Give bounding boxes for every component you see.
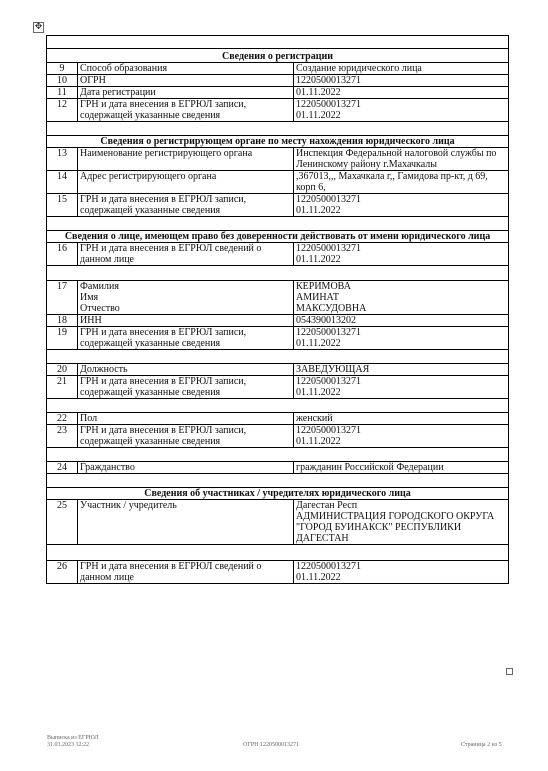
founder-name-value: АДМИНИСТРАЦИЯ ГОРОДСКОГО ОКРУГА "ГОРОД БУИНАКСК" РЕСПУБЛИКИ ДАГЕСТАН bbox=[296, 511, 495, 544]
row-value bbox=[294, 243, 509, 266]
row-label: Пол bbox=[78, 413, 294, 425]
date-value: 01.11.2022 bbox=[296, 254, 341, 265]
table-row bbox=[47, 99, 509, 122]
table-row bbox=[47, 364, 509, 376]
blank-row bbox=[47, 545, 509, 561]
table-row bbox=[47, 425, 509, 448]
row-label: ГРН и дата внесения в ЕГРЮЛ записи, содержащей указанные сведения bbox=[78, 425, 294, 448]
date-value: 01.11.2022 bbox=[296, 387, 341, 398]
section-title: Сведения о лице, имеющем право без доверенности действовать от имени юридического лица bbox=[47, 231, 509, 243]
row-label: ГРН и дата внесения в ЕГРЮЛ записи, содержащей указанные сведения bbox=[78, 194, 294, 217]
grn-value: 1220500013271 bbox=[296, 425, 361, 436]
footer-ogrn: ОГРН 1220500013271 bbox=[243, 742, 299, 748]
section-header-participants bbox=[47, 488, 509, 500]
table-row bbox=[47, 148, 509, 171]
row-value: Создание юридического лица bbox=[294, 63, 509, 75]
row-number: 11 bbox=[47, 87, 78, 99]
blank-row bbox=[47, 266, 509, 281]
table-row bbox=[47, 376, 509, 399]
row-label: Должность bbox=[78, 364, 294, 376]
section-title: Сведения о регистрирующем органе по месту нахождения юридического лица bbox=[47, 136, 509, 148]
row-value bbox=[294, 376, 509, 399]
row-value: ,367013,,, Махачкала г,, Гамидова пр-кт, д 69, корп 6, bbox=[294, 171, 509, 194]
row-value: женский bbox=[294, 413, 509, 425]
grn-value: 1220500013271 bbox=[296, 194, 361, 205]
row-number: 23 bbox=[47, 425, 78, 448]
row-number: 19 bbox=[47, 327, 78, 350]
date-value: 01.11.2022 bbox=[296, 572, 341, 583]
section-header-registering-authority bbox=[47, 136, 509, 148]
row-number: 25 bbox=[47, 500, 78, 545]
patronymic-label: Отчество bbox=[80, 303, 120, 314]
surname-label: Фамилия bbox=[80, 281, 119, 292]
row-label: ГРН и дата внесения в ЕГРЮЛ записи, содержащей указанные сведения bbox=[78, 327, 294, 350]
row-label: Адрес регистрирующего органа bbox=[78, 171, 294, 194]
row-number: 21 bbox=[47, 376, 78, 399]
region-value: Дагестан Респ bbox=[296, 500, 358, 511]
row-value bbox=[294, 561, 509, 584]
row-number: 18 bbox=[47, 315, 78, 327]
row-value bbox=[294, 500, 509, 545]
date-value: 01.11.2022 bbox=[296, 205, 341, 216]
table-row bbox=[47, 462, 509, 474]
date-value: 01.11.2022 bbox=[296, 110, 341, 121]
row-label: Участник / учредитель bbox=[78, 500, 294, 545]
table-row bbox=[47, 500, 509, 545]
section-header-authorized-person bbox=[47, 231, 509, 243]
blank-row bbox=[47, 350, 509, 364]
row-value: 054390013202 bbox=[294, 315, 509, 327]
row-number: 20 bbox=[47, 364, 78, 376]
row-number: 24 bbox=[47, 462, 78, 474]
section-title: Сведения об участниках / учредителях юридического лица bbox=[47, 488, 509, 500]
grn-value: 1220500013271 bbox=[296, 243, 361, 254]
surname-value: КЕРИМОВА bbox=[296, 281, 351, 292]
row-number: 16 bbox=[47, 243, 78, 266]
row-number: 17 bbox=[47, 281, 78, 315]
blank-row bbox=[47, 217, 509, 231]
row-number: 10 bbox=[47, 75, 78, 87]
row-number: 9 bbox=[47, 63, 78, 75]
row-label: ОГРН bbox=[78, 75, 294, 87]
table-row bbox=[47, 75, 509, 87]
row-label: ГРН и дата внесения в ЕГРЮЛ записи, содержащей указанные сведения bbox=[78, 376, 294, 399]
table-resize-handle-icon[interactable] bbox=[506, 668, 513, 675]
grn-value: 1220500013271 bbox=[296, 561, 361, 572]
row-number: 14 bbox=[47, 171, 78, 194]
table-move-handle-icon[interactable]: ✥ bbox=[34, 22, 43, 32]
row-value: Инспекция Федеральной налоговой службы по Ленинскому району г.Махачкалы bbox=[294, 148, 509, 171]
row-label: Гражданство bbox=[78, 462, 294, 474]
row-value: 1220500013271 bbox=[294, 75, 509, 87]
row-value: ЗАВЕДУЮЩАЯ bbox=[294, 364, 509, 376]
blank-row bbox=[47, 448, 509, 462]
row-label: ИНН bbox=[78, 315, 294, 327]
section-header-registration bbox=[47, 49, 509, 63]
date-value: 01.11.2022 bbox=[296, 436, 341, 447]
row-label: ГРН и дата внесения в ЕГРЮЛ сведений о данном лице bbox=[78, 243, 294, 266]
footer-page-number: Страница 2 из 5 bbox=[461, 742, 502, 748]
table-row bbox=[47, 315, 509, 327]
row-number: 26 bbox=[47, 561, 78, 584]
table-row bbox=[47, 561, 509, 584]
patronymic-value: МАКСУДОВНА bbox=[296, 303, 367, 314]
table-row bbox=[47, 171, 509, 194]
footer-doc-title: Выписка из ЕГРЮЛ bbox=[47, 735, 99, 741]
row-label: ГРН и дата внесения в ЕГРЮЛ записи, содержащей указанные сведения bbox=[78, 99, 294, 122]
row-value: гражданин Российской Федерации bbox=[294, 462, 509, 474]
date-value: 01.11.2022 bbox=[296, 338, 341, 349]
table-row bbox=[47, 87, 509, 99]
row-number: 12 bbox=[47, 99, 78, 122]
row-value bbox=[294, 194, 509, 217]
registry-table bbox=[46, 35, 509, 584]
row-value bbox=[294, 425, 509, 448]
row-number: 13 bbox=[47, 148, 78, 171]
row-number: 15 bbox=[47, 194, 78, 217]
grn-value: 1220500013271 bbox=[296, 376, 361, 387]
row-label: Дата регистрации bbox=[78, 87, 294, 99]
blank-row bbox=[47, 122, 509, 136]
blank-row bbox=[47, 399, 509, 413]
grn-value: 1220500013271 bbox=[296, 99, 361, 110]
row-number: 22 bbox=[47, 413, 78, 425]
name-value: АМИНАТ bbox=[296, 292, 340, 303]
table-row bbox=[47, 327, 509, 350]
blank-row bbox=[47, 36, 509, 49]
row-label: ГРН и дата внесения в ЕГРЮЛ сведений о данном лице bbox=[78, 561, 294, 584]
row-label: Наименование регистрирующего органа bbox=[78, 148, 294, 171]
blank-row bbox=[47, 474, 509, 488]
footer-timestamp: 31.03.2023 12:22 bbox=[47, 742, 90, 748]
row-value: 01.11.2022 bbox=[294, 87, 509, 99]
row-value bbox=[294, 327, 509, 350]
row-value bbox=[294, 99, 509, 122]
row-value bbox=[294, 281, 509, 315]
table-row bbox=[47, 63, 509, 75]
name-label: Имя bbox=[80, 292, 99, 303]
table-row bbox=[47, 281, 509, 315]
grn-value: 1220500013271 bbox=[296, 327, 361, 338]
footer-left bbox=[47, 735, 99, 749]
table-row bbox=[47, 194, 509, 217]
section-title: Сведения о регистрации bbox=[47, 49, 509, 63]
row-label: Способ образования bbox=[78, 63, 294, 75]
row-label bbox=[78, 281, 294, 315]
table-row bbox=[47, 243, 509, 266]
table-row bbox=[47, 413, 509, 425]
